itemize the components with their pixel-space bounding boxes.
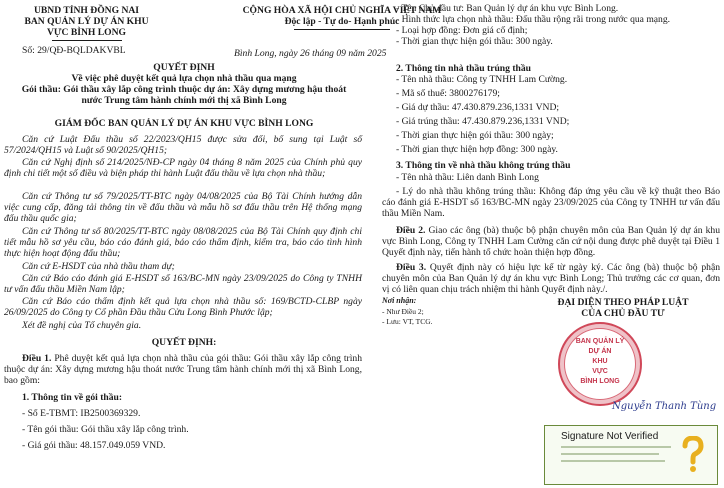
loser-reason: - Lý do nhà thầu không trúng thầu: Không đáp ứng yêu cầu về kỹ thuật theo Báo cáo đánh giá E-HSDT số 163/BC-MN ngày 23/09/2025 của Công ty TNHH tư vấn đấu thầu Miền Nam. — [382, 186, 720, 220]
package-duration: - Thời gian thực hiện gói thầu: 300 ngày. — [396, 36, 553, 47]
seal-text-2: DỰ ÁN — [588, 348, 612, 355]
title-underline — [120, 108, 240, 109]
section-1-heading: 1. Thông tin về gói thầu: — [22, 392, 123, 403]
bid-price: - Giá dự thầu: 47.430.879.236,1331 VND; — [396, 102, 560, 113]
document-number: Số: 29/QĐ-BQLDAKVBL — [22, 45, 126, 56]
winning-price: - Giá trúng thầu: 47.430.879.236,1331 VND; — [396, 116, 570, 127]
package-price: - Giá gói thầu: 48.157.049.059 VND. — [22, 440, 166, 451]
org-line-1: UBND TỈNH ĐỒNG NAI — [33, 5, 140, 16]
basis-3: Căn cứ Thông tư số 79/2025/TT-BTC ngày 04/08/2025 của Bộ Tài Chính hướng dẫn việc cung cấp, đăng tải thông tin về đấu thầu và mẫu hồ sơ đấu thầu trên Hệ thống mạng đấu thầu quốc gia; — [4, 191, 362, 225]
selection-form: - Hình thức lựa chọn nhà thầu: Đấu thầu rộng rãi trong nước qua mạng. — [396, 14, 671, 25]
loser-name: - Tên nhà thầu: Liên danh Bình Long — [396, 172, 539, 183]
seal-text-5: BÌNH LONG — [580, 378, 620, 385]
contract-time: - Thời gian thực hiện hợp đồng: 300 ngày. — [396, 144, 558, 155]
article-3-text: Quyết định này có hiệu lực kể từ ngày ký. Các ông (bà) thuộc bộ phận chuyên môn của Ban Quản lý dự án khu vực Bình Long; Thủ trưởng các cơ quan, đơn vị có liên quan chịu trách nhiệm thi hành Quyết định này./. — [382, 262, 720, 296]
execution-time: - Thời gian thực hiện gói thầu: 300 ngày; — [396, 130, 554, 141]
decision-subject: Về việc phê duyệt kết quả lựa chọn nhà thầu qua mạng — [71, 73, 297, 84]
basis-6: Căn cứ Báo cáo đánh giá E-HSDT số 163/BC-MN ngày 23/09/2025 do Công ty TNHH tư vấn đấu thầu Miền Nam lập; — [4, 273, 362, 296]
signature-status: Signature Not Verified — [561, 431, 659, 442]
section-3-heading: 3. Thông tin về nhà thầu không trúng thầu — [396, 160, 571, 171]
basis-5: Căn cứ E-HSDT của nhà thầu tham dự; — [22, 261, 175, 272]
sig-detail-line-1 — [561, 446, 671, 448]
representative-line-1: ĐẠI DIỆN THEO PHÁP LUẬT — [557, 297, 689, 308]
winner-name: - Tên nhà thầu: Công ty TNHH Lam Cường. — [396, 74, 568, 85]
sig-detail-line-2 — [561, 453, 659, 455]
digital-signature-panel[interactable] — [544, 425, 718, 485]
recipients-label: Nơi nhận: — [382, 296, 417, 305]
tax-code: - Mã số thuế: 3800276179; — [396, 88, 500, 99]
article-3-label: Điều 3. — [396, 262, 427, 273]
national-motto: Độc lập - Tự do- Hạnh phúc — [284, 16, 400, 27]
contract-type: - Loại hợp đồng: Đơn giá cố định; — [396, 25, 528, 36]
decision-title: QUYẾT ĐỊNH — [153, 62, 215, 73]
tbmt-number: - Số E-TBMT: IB2500369329. — [22, 408, 141, 419]
package-line-2: nước Trung tâm hành chính mới thị xã Bình Long — [81, 95, 287, 106]
seal-text-4: VỰC — [592, 368, 608, 375]
decision-heading: QUYẾT ĐỊNH: — [151, 337, 217, 348]
seal-text-3: KHU — [592, 358, 608, 365]
article-2-label: Điều 2. — [396, 225, 426, 236]
section-2-heading: 2. Thông tin nhà thầu trúng thầu — [396, 63, 531, 74]
basis-7: Căn cứ Báo cáo thẩm định kết quả lựa chọn nhà thầu số: 169/BCTD-CLBP ngày 26/09/2025 do Công ty Cổ phần Đầu thầu Cửu Long Bình Phước lập; — [4, 296, 362, 319]
sig-detail-line-3 — [561, 460, 665, 462]
country-name: CỘNG HÒA XÃ HỘI CHỦ NGHĨA VIỆT NAM — [242, 5, 442, 16]
org-line-2: BAN QUẢN LÝ DỰ ÁN KHU — [24, 16, 149, 27]
package-name: - Tên gói thầu: Gói thầu xây lắp công trình. — [22, 424, 189, 435]
basis-1: Căn cứ Luật Đấu thầu số 22/2023/QH15 được sửa đổi, bổ sung tại Luật số 57/2024/QH15 và Luật số 90/2025/QH15; — [4, 134, 362, 157]
article-1-label: Điều 1. — [22, 353, 52, 364]
article-1-text: Phê duyệt kết quả lựa chọn nhà thầu của gói thầu: Gói thầu xây lắp công trình thuộc dự án: Xây dựng mương hậu thoát nước Trung tâm hành chính mới thị xã Bình Long, bao gồm: — [4, 353, 362, 387]
recipient-2: - Lưu: VT, TCG. — [382, 317, 433, 326]
investor-name: - Tên Chủ đầu tư: Ban Quản lý dự án khu vực Bình Long. — [396, 3, 619, 14]
motto-underline — [294, 29, 390, 30]
recipient-1: - Như Điều 2; — [382, 307, 424, 316]
package-line-1: Gói thầu: Gói thầu xây lắp công trình thuộc dự án: Xây dựng mương hậu thoát — [21, 84, 347, 95]
org-line-3: VỰC BÌNH LONG — [46, 27, 127, 38]
handwritten-signature: Nguyễn Thanh Tùng — [612, 401, 717, 412]
authority-heading: GIÁM ĐỐC BAN QUẢN LÝ DỰ ÁN KHU VỰC BÌNH LONG — [54, 118, 314, 129]
org-underline — [52, 40, 122, 41]
article-1 — [4, 353, 362, 387]
article-2-text: Giao các ông (bà) thuộc bộ phận chuyên môn của Ban Quản lý dự án khu vực Bình Long, Công ty TNHH Lam Cường căn cứ nội dung được phê duyệt tại Điều 1 Quyết định này, tiến hành tổ chức hoàn thiện hợp đồng. — [382, 225, 720, 259]
seal-text-1: BAN QUẢN LÝ — [575, 338, 625, 345]
representative-line-2: CỦA CHỦ ĐẦU TƯ — [581, 308, 665, 319]
place-date: Bình Long, ngày 26 tháng 09 năm 2025 — [234, 48, 387, 59]
official-seal — [558, 322, 642, 406]
article-3 — [382, 262, 720, 296]
article-2 — [382, 225, 720, 259]
basis-8: Xét đề nghị của Tổ chuyên gia. — [22, 320, 142, 331]
basis-4: Căn cứ Thông tư số 80/2025/TT-BTC ngày 08/08/2025 của Bộ Tài Chính quy định chi tiết mẫu hồ sơ yêu cầu, báo cáo đánh giá, báo cáo thẩm định, kiểm tra, báo cáo tình hình thực hiện hoạt động đấu thầu; — [4, 226, 362, 260]
basis-2: Căn cứ Nghị định số 214/2025/NĐ-CP ngày 04 tháng 8 năm 2025 của Chính phủ quy định chi tiết một số điều và biện pháp thi hành Luật đấu thầu về lựa chọn nhà thầu; — [4, 157, 362, 180]
